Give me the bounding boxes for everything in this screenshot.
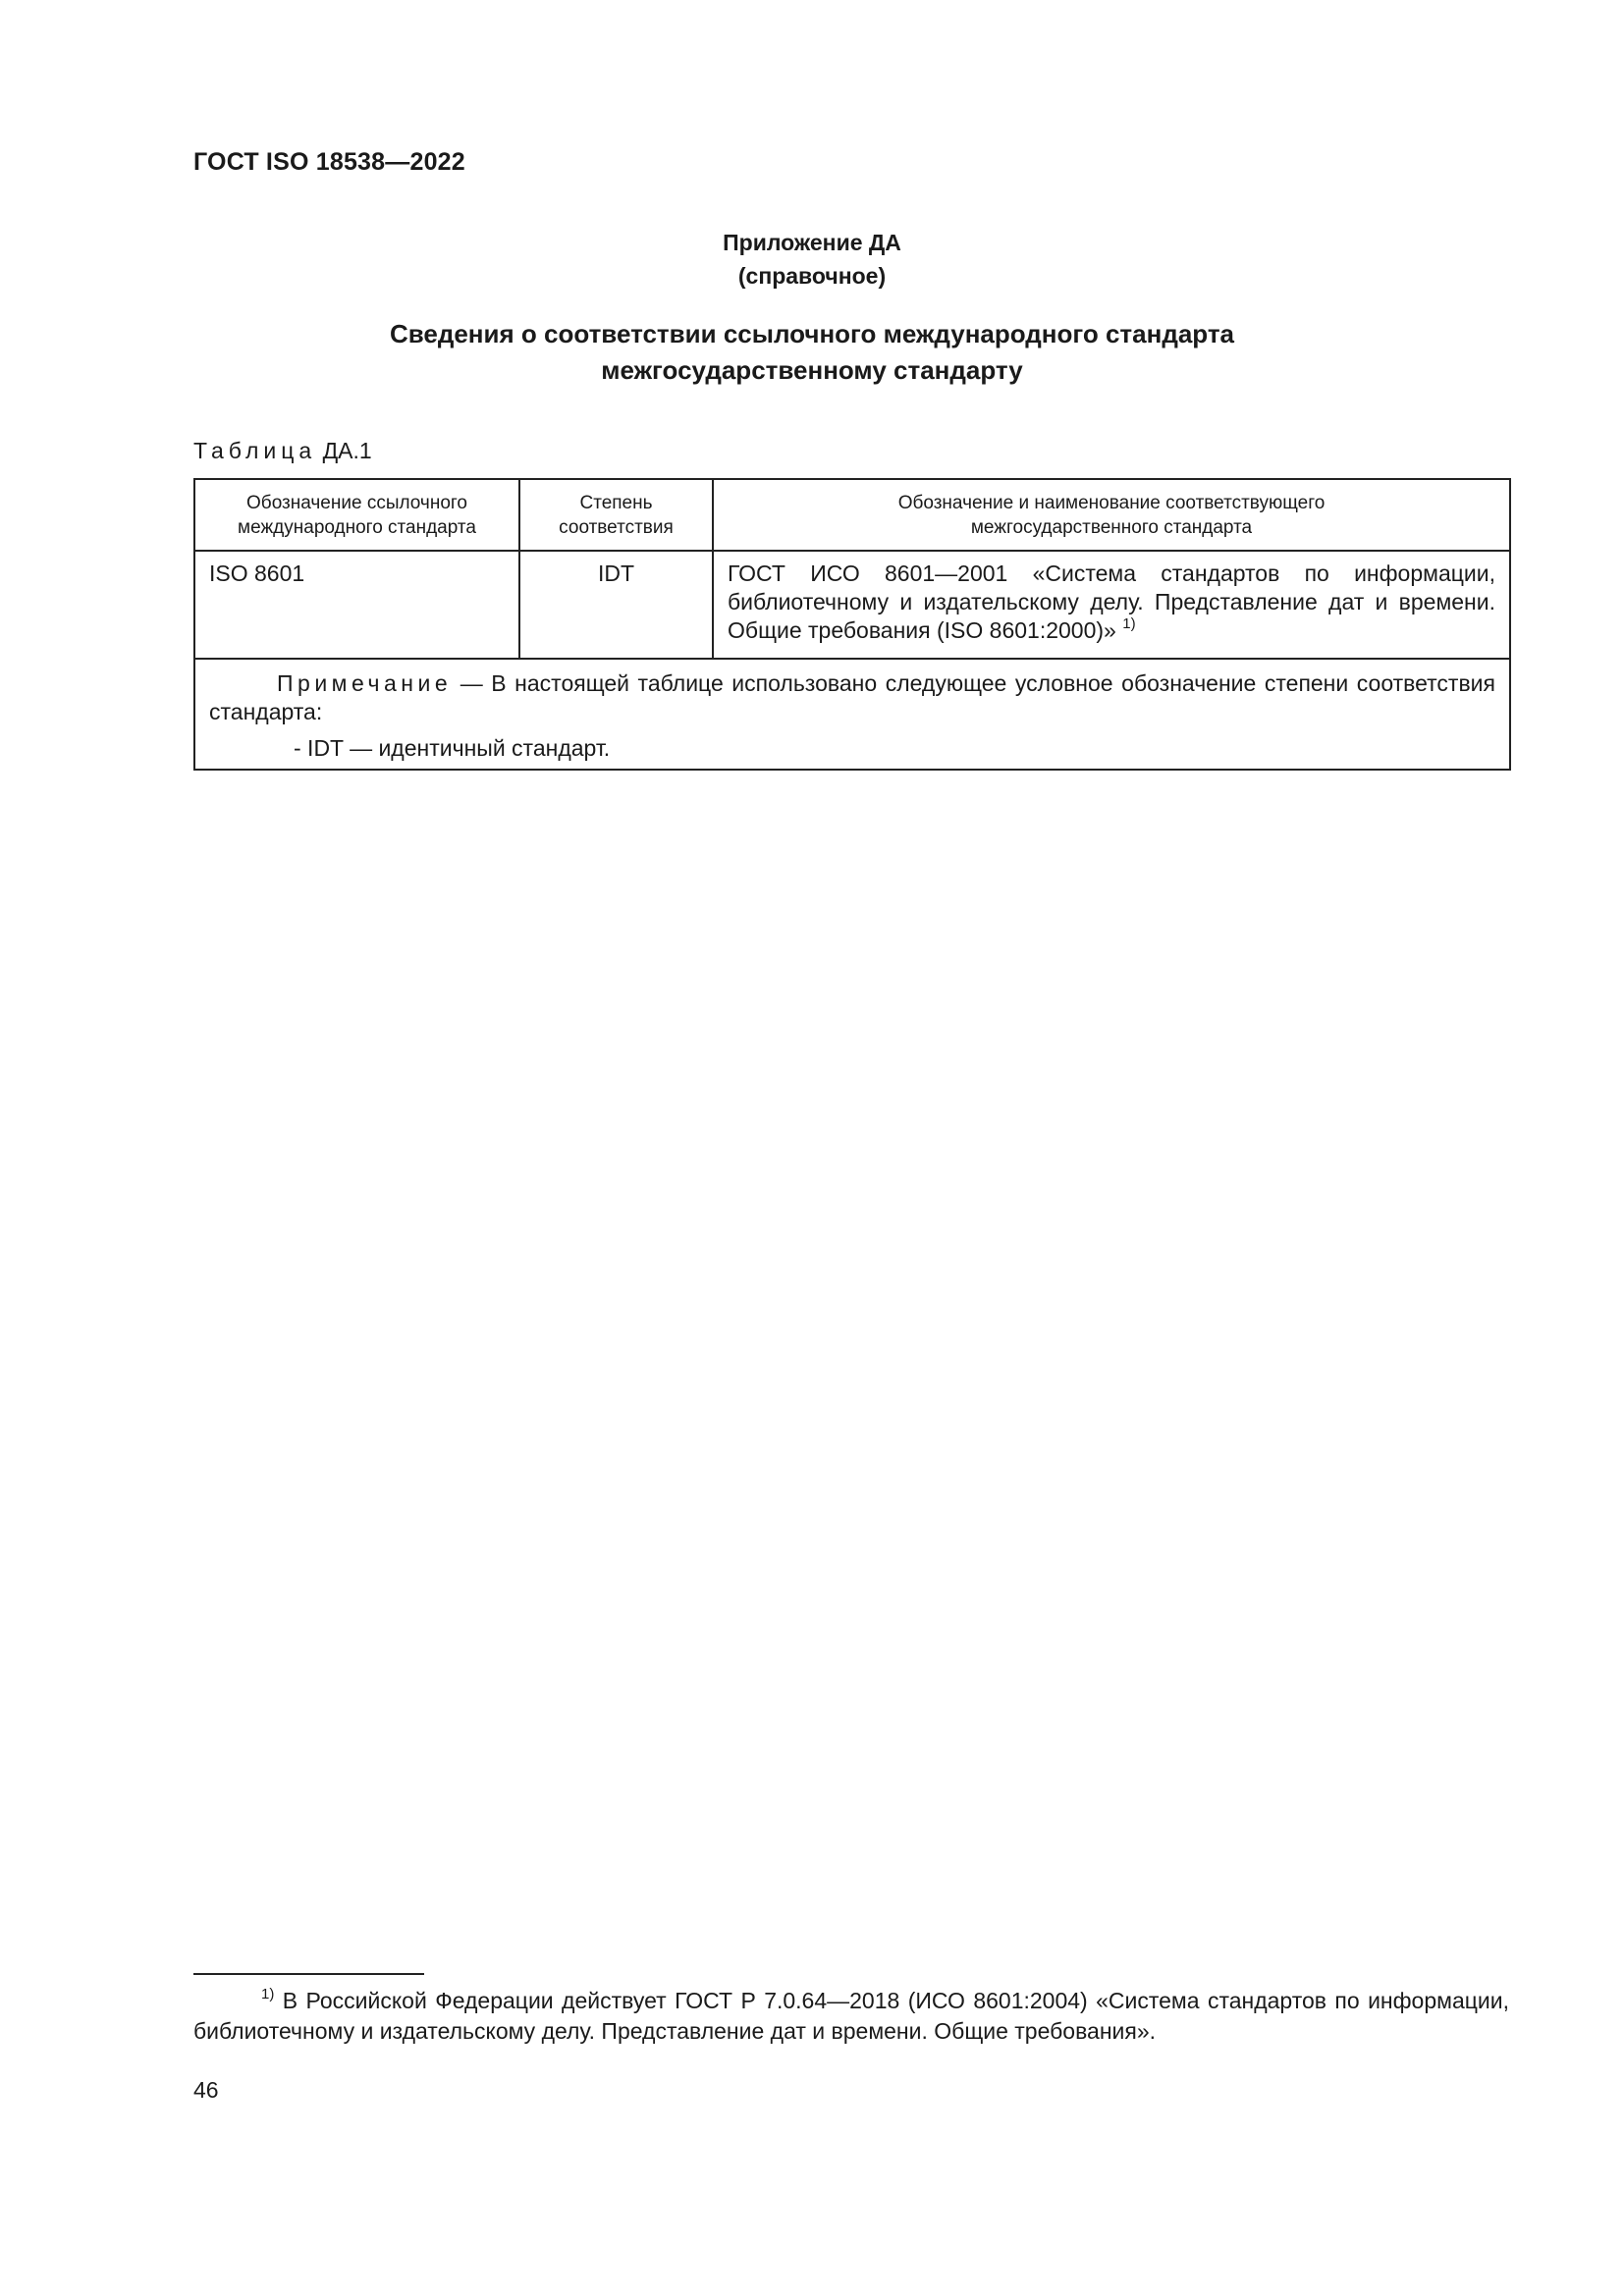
footnote-separator: [193, 1973, 424, 1975]
table-note-row: [194, 659, 1510, 770]
cell-reference-standard: ISO 8601: [194, 551, 519, 659]
note-list-item: - IDT — идентичный стандарт.: [294, 735, 611, 761]
table-row: [194, 551, 1510, 659]
annex-status: (справочное): [737, 263, 887, 289]
footnote-text: В Российской Федерации действует ГОСТ Р 7.0.64—2018 (ИСО 8601:2004) «Система стандартов по информации, библиотечному и издательскому делу. Представление дат и времени. Общие требования».: [193, 1988, 1509, 2044]
header-interstate-standard: [713, 479, 1510, 551]
annex-title-line1: Сведения о соответствии ссылочного международного стандарта: [389, 319, 1235, 348]
note-text: — В настоящей таблице использовано следующее условное обозначение степени соответствия стандарта:: [209, 670, 1495, 724]
table-caption-word: Таблица: [193, 438, 317, 463]
header-reference-line2: международного стандарта: [238, 517, 476, 538]
note-label: Примечание: [277, 670, 453, 696]
correspondence-table: [193, 478, 1511, 771]
table-note: [194, 659, 1510, 770]
note-paragraph: [209, 669, 1495, 726]
interstate-standard-text: ГОСТ ИСО 8601—2001 «Система стандартов по информации, библиотечному и издательскому делу. Представление дат и времени. Общие требования (ISO 8601:2000)»: [728, 561, 1495, 643]
table-caption-number: ДА.1: [322, 438, 372, 463]
header-degree: [519, 479, 713, 551]
header-interstate-line1: Обозначение и наименование соответствующего: [897, 493, 1326, 513]
cell-degree: IDT: [519, 551, 713, 659]
header-interstate-line2: межгосударственного стандарта: [970, 517, 1253, 538]
annex-title-line2: межгосударственному стандарту: [601, 355, 1023, 385]
header-reference-standard: [194, 479, 519, 551]
header-degree-line1: Степень: [579, 493, 653, 513]
footnote-reference[interactable]: 1): [1122, 615, 1136, 632]
cell-interstate-standard: [713, 551, 1510, 659]
footnote: [193, 1986, 1509, 2047]
table-caption: [193, 438, 372, 464]
header-reference-line1: Обозначение ссылочного: [246, 493, 467, 513]
annex-label: Приложение ДА: [723, 230, 901, 255]
annex-title: [0, 316, 1624, 389]
document-code: ГОСТ ISO 18538—2022: [193, 148, 465, 176]
header-degree-line2: соответствия: [559, 517, 674, 538]
annex-heading: [0, 226, 1624, 293]
table-header-row: [194, 479, 1510, 551]
page-number: 46: [193, 2077, 219, 2103]
footnote-mark: 1): [261, 1986, 275, 2002]
